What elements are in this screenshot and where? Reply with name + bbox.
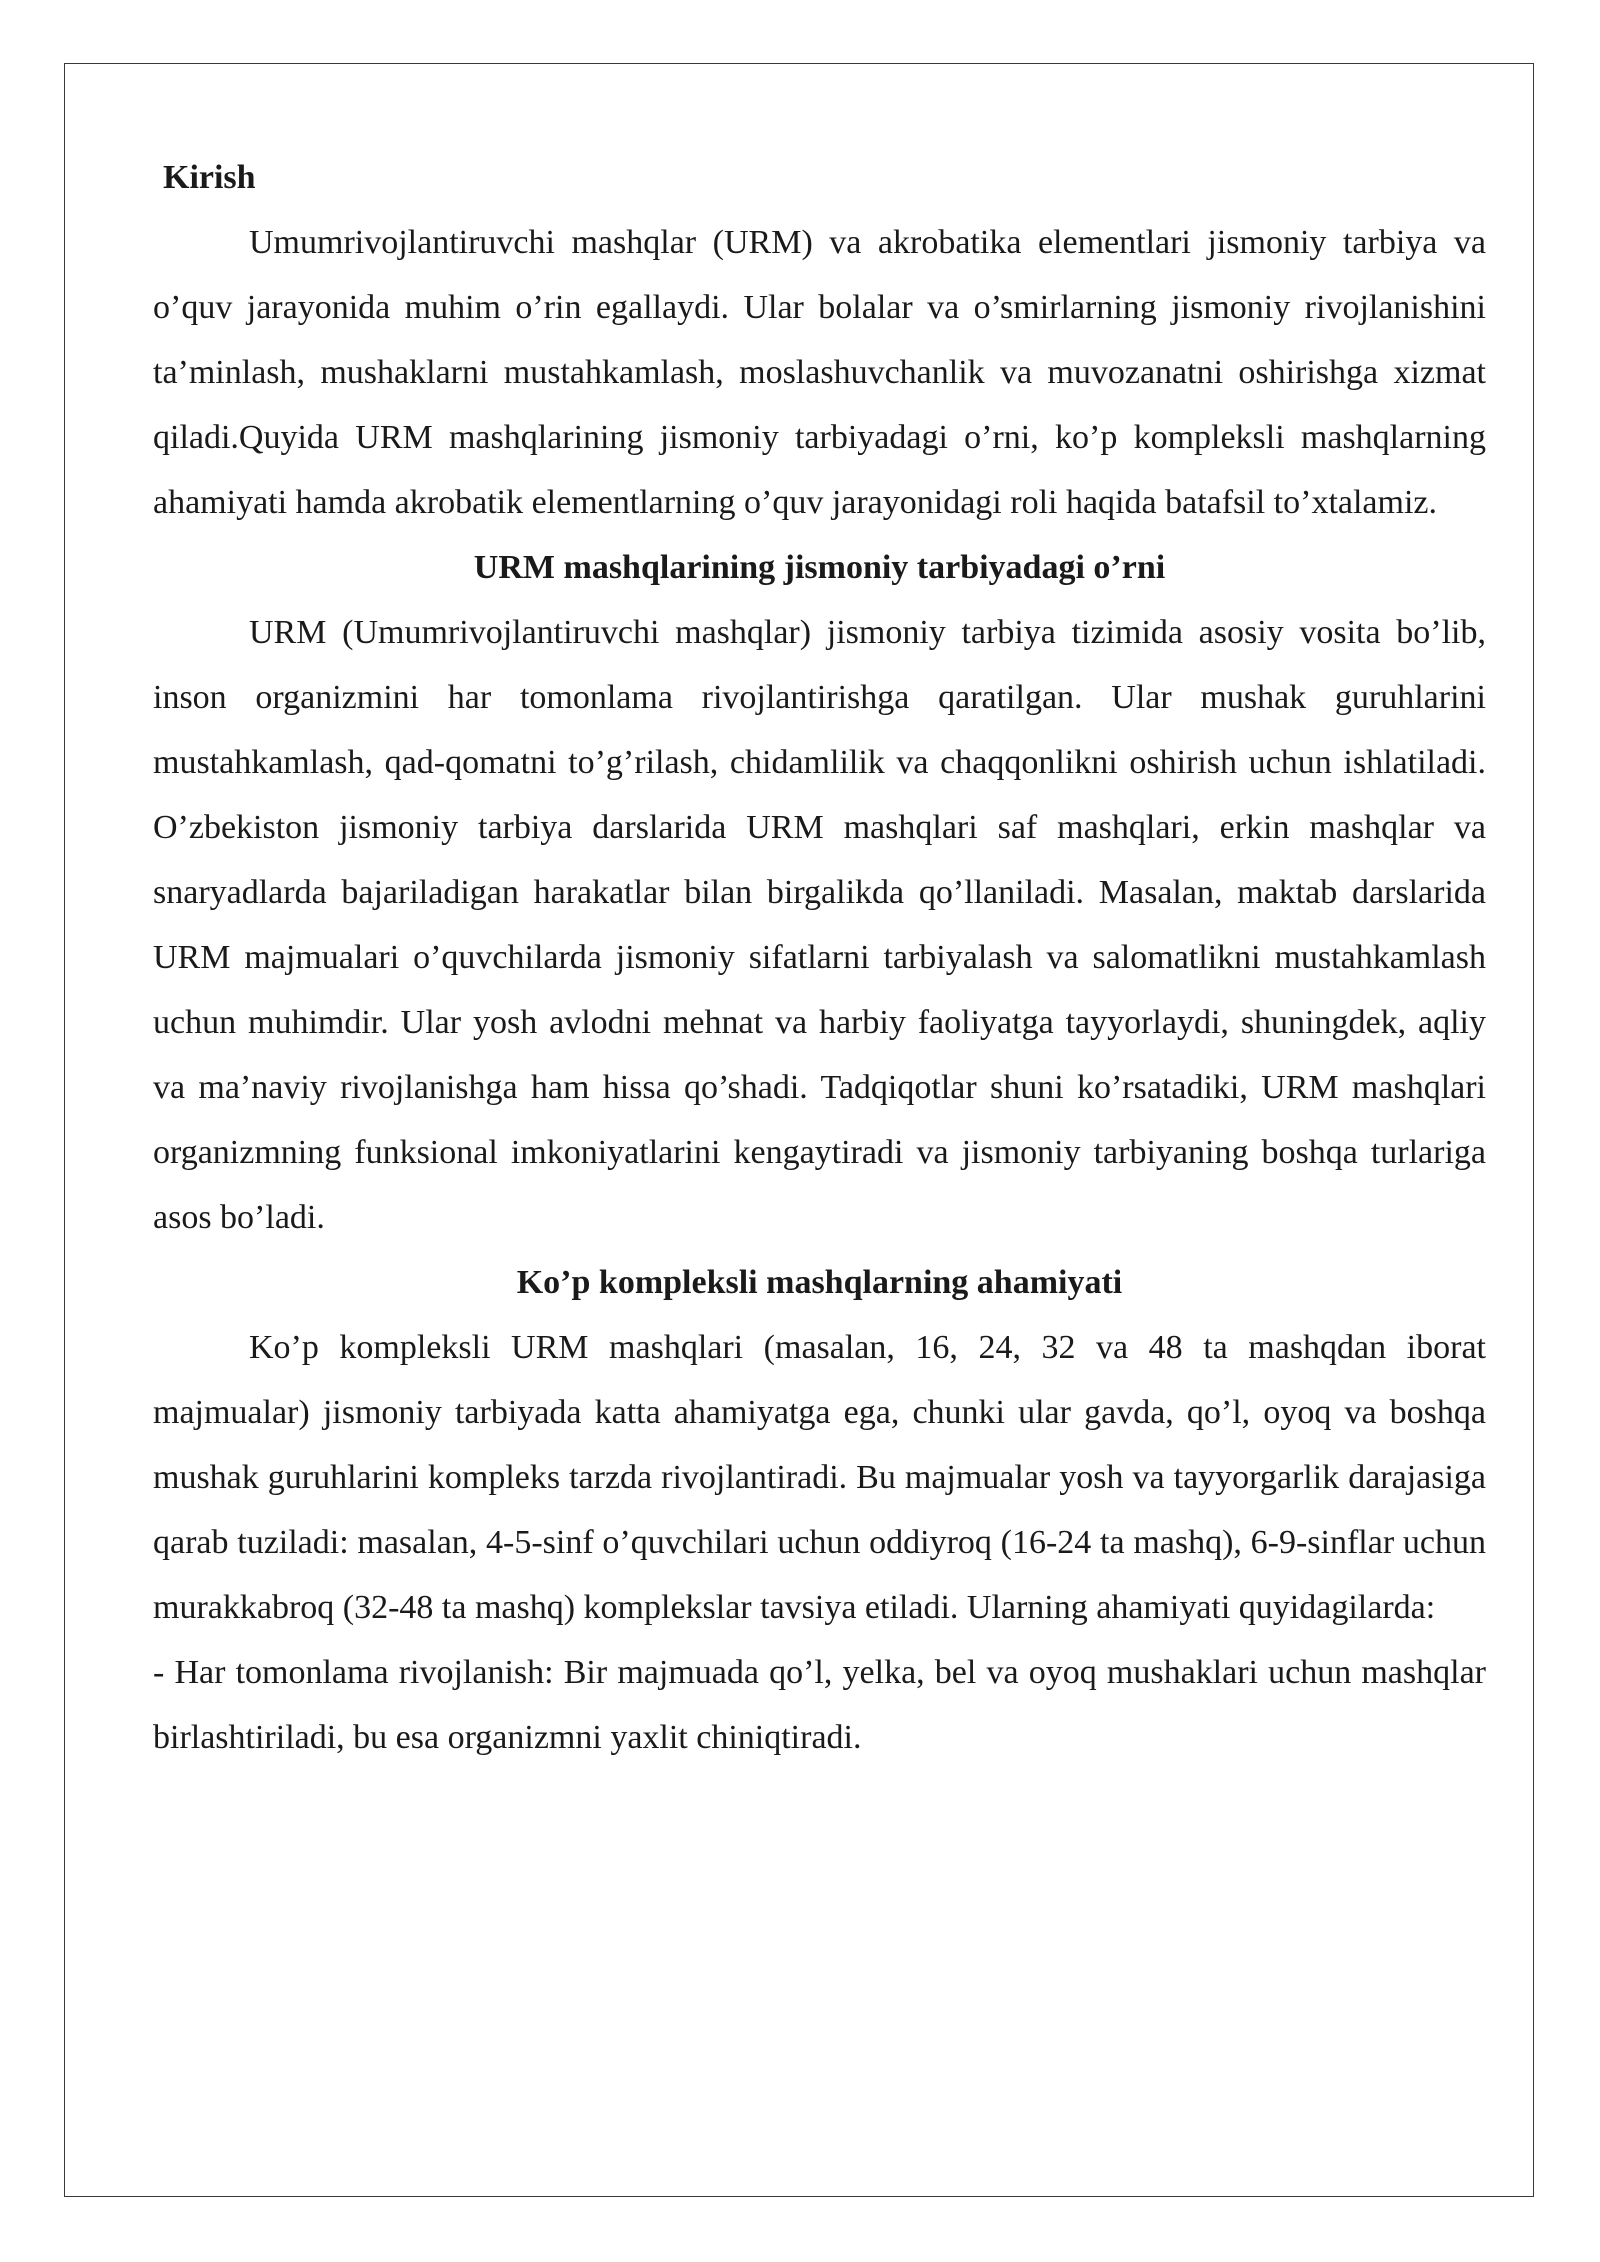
section2-paragraph: Ko’p kompleksli URM mashqlari (masalan, 16, 24, 32 va 48 ta mashqdan iborat majmualar) jismoniy tarbiyada katta ahamiyatga ega, chunki ular gavda, qo’l, oyoq va boshqa mushak guruhlarini kompleks tarzda rivojlantiradi. Bu majmualar yosh va tayyorgarlik darajasiga qarab tuziladi: masalan, 4-5-sinf o’quvchilari uchun oddiyroq (16-24 ta mashq), 6-9-sinflar uchun murakkabroq (32-48 ta mashq) komplekslar tavsiya etiladi. Ularning ahamiyati quyidagilarda: [153,1329,1486,1626]
section1-paragraph: URM (Umumrivojlantiruvchi mashqlar) jismoniy tarbiya tizimida asosiy vosita bo’lib, inson organizmini har tomonlama rivojlantirishga qaratilgan. Ular mushak guruhlarini mustahkamlash, qad-qomatni to’g’rilash, chidamlilik va chaqqonlikni oshirish uchun ishlatiladi. O’zbekiston jismoniy tarbiya darslarida URM mashqlari saf mashqlari, erkin mashqlar va snaryadlarda bajariladigan harakatlar bilan birgalikda qo’llaniladi. Masalan, maktab darslarida URM majmualari o’quvchilarda jismoniy sifatlarni tarbiyalash va salomatlikni mustahkamlash uchun muhimdir. Ular yosh avlodni mehnat va harbiy faoliyatga tayyorlaydi, shuningdek, aqliy va ma’naviy rivojlanishga ham hissa qo’shadi. Tadqiqotlar shuni ko’rsatadiki, URM mashqlari organizmning funksional imkoniyatlarini kengaytiradi va jismoniy tarbiyaning boshqa turlariga asos bo’ladi. [153,614,1486,1236]
section2-heading: Ko’p kompleksli mashqlarning ahamiyati [516,1264,1123,1301]
intro-heading: Kirish [163,159,256,196]
bullet-item: - Har tomonlama rivojlanish: Bir majmuada qo’l, yelka, bel va oyoq mushaklari uchun mashqlar birlashtiriladi, bu esa organizmni yaxlit chiniqtiradi. [153,1654,1486,1756]
document-body [153,145,1486,1770]
section1-heading: URM mashqlarining jismoniy tarbiyadagi o’rni [473,549,1166,586]
intro-paragraph: Umumrivojlantiruvchi mashqlar (URM) va akrobatika elementlari jismoniy tarbiya va o’quv jarayonida muhim o’rin egallaydi. Ular bolalar va o’smirlarning jismoniy rivojlanishini ta’minlash, mushaklarni mustahkamlash, moslashuvchanlik va muvozanatni oshirishga xizmat qiladi.Quyida URM mashqlarining jismoniy tarbiyadagi o’rni, ko’p kompleksli mashqlarning ahamiyati hamda akrobatik elementlarning o’quv jarayonidagi roli haqida batafsil to’xtalamiz. [153,224,1486,521]
